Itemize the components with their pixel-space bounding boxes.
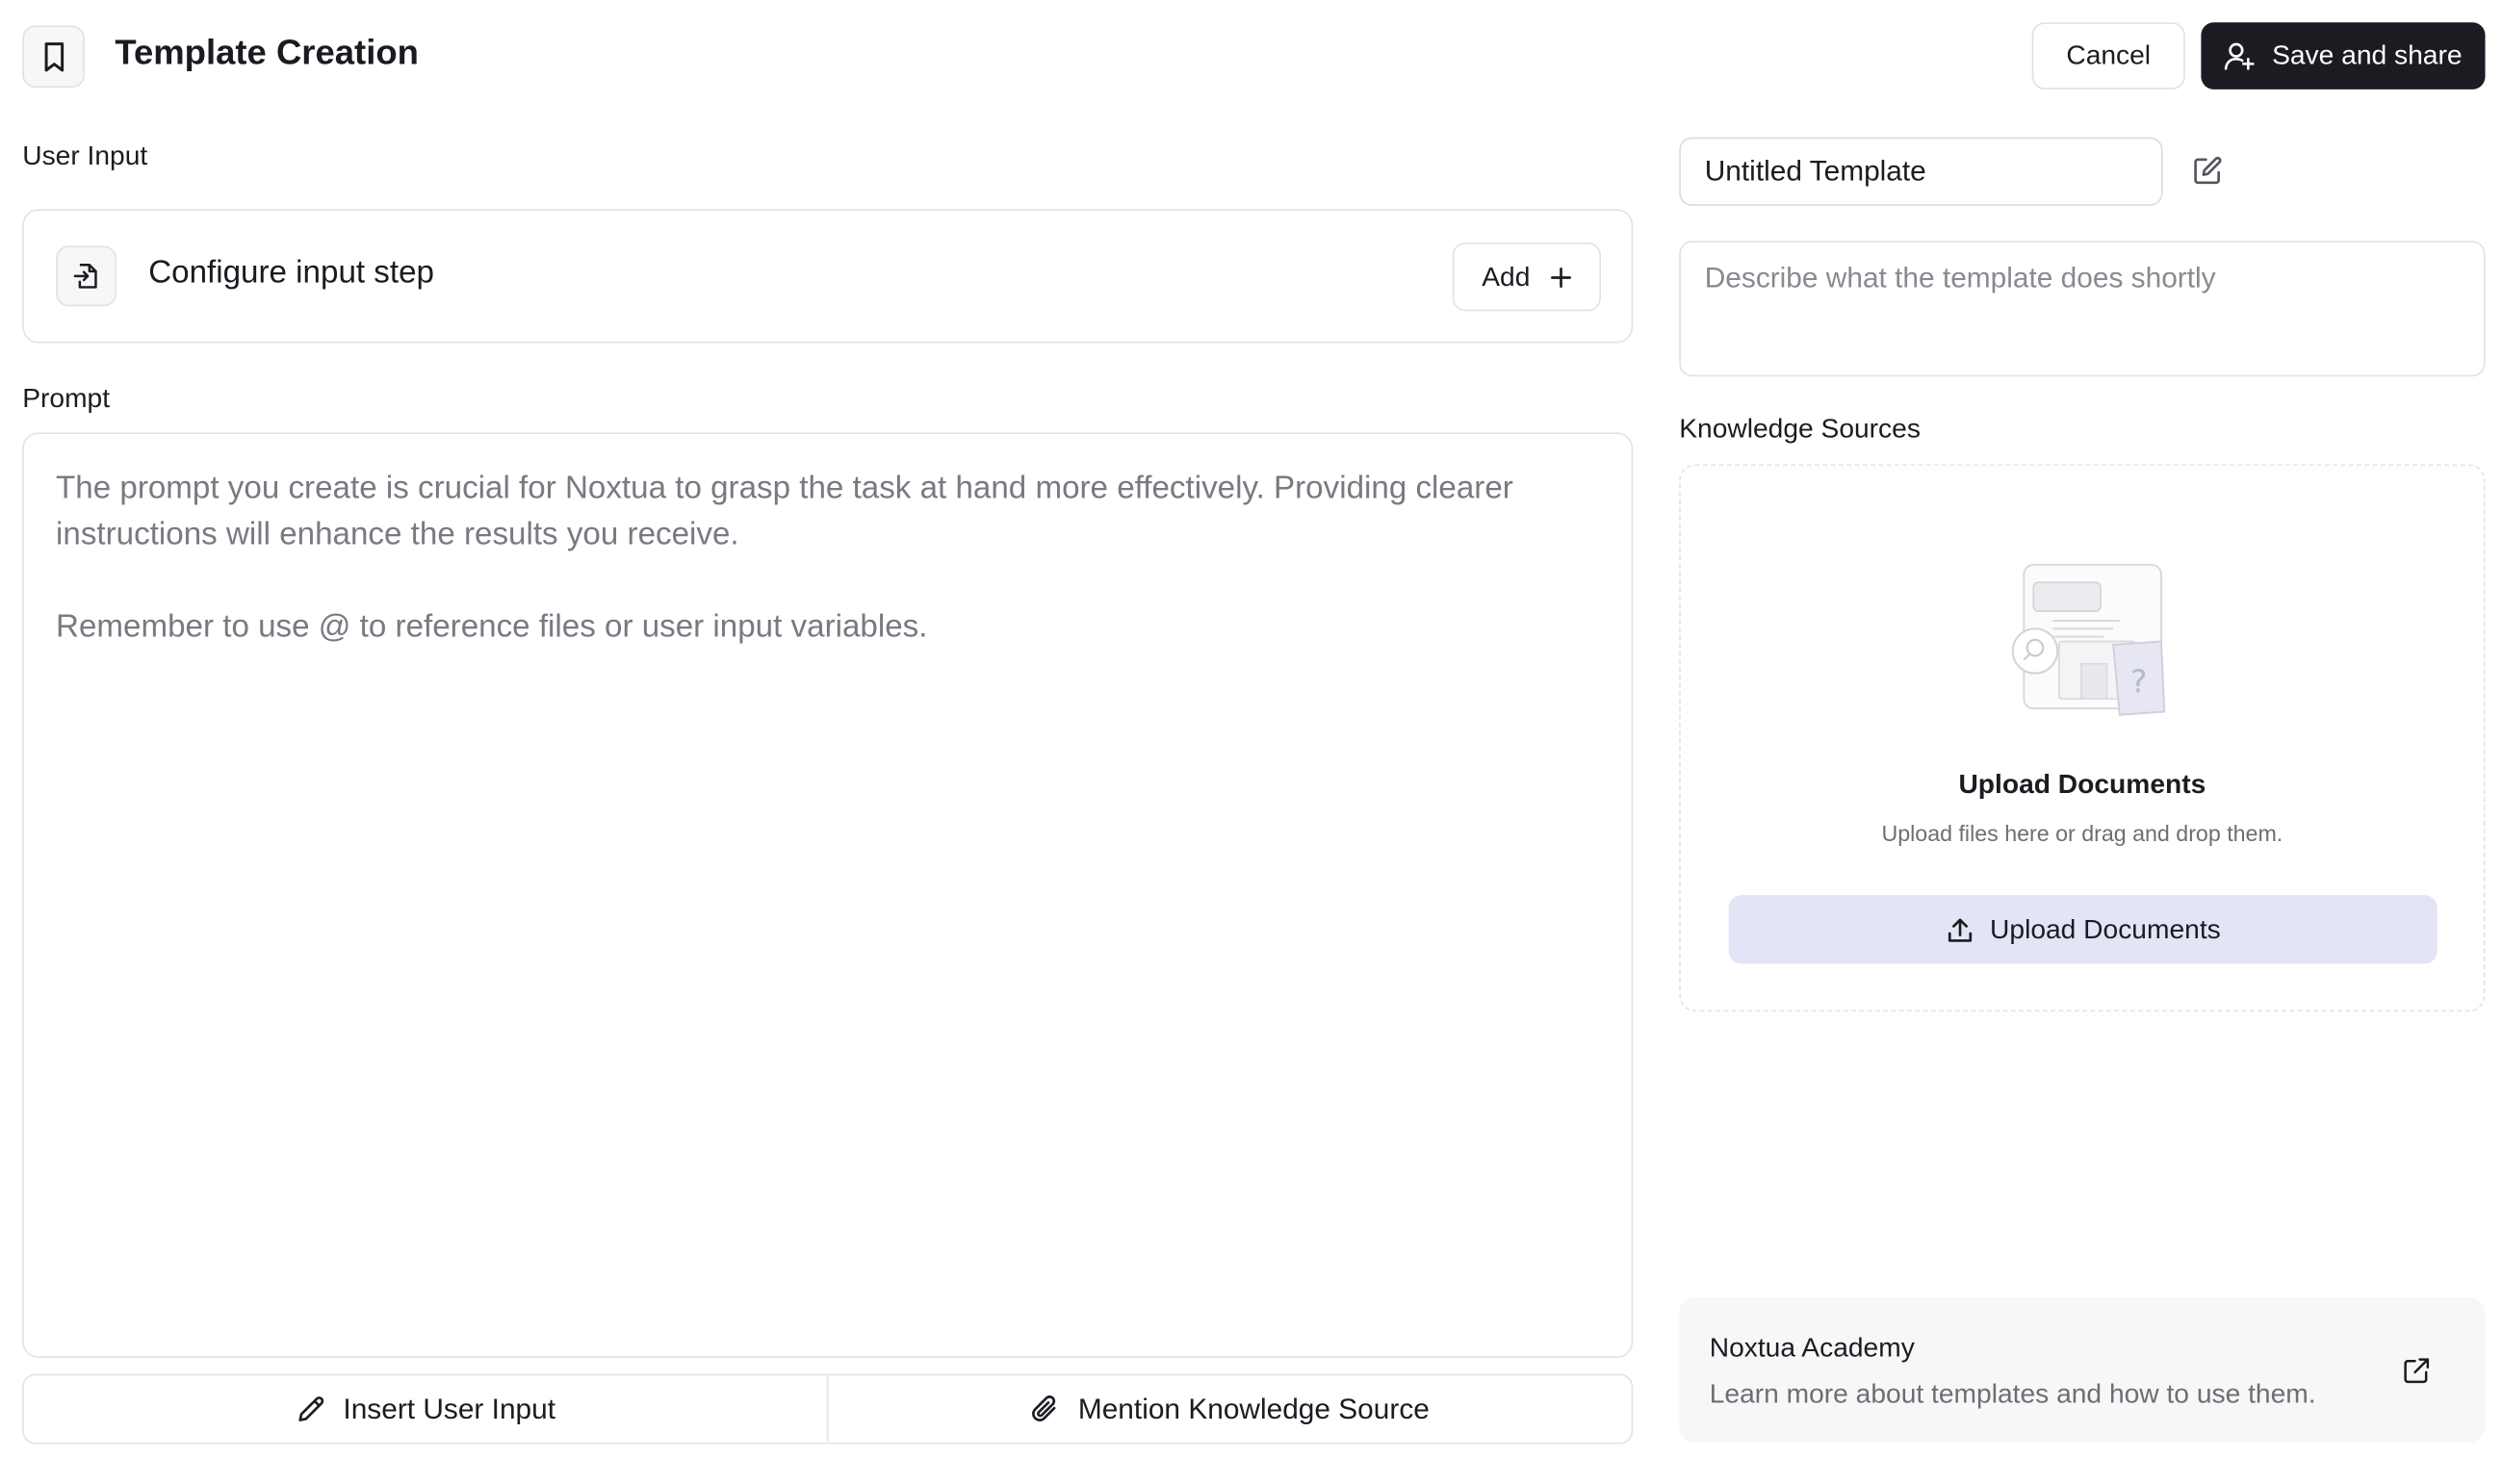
add-button-label: Add: [1482, 261, 1531, 292]
cancel-button[interactable]: [2032, 22, 2185, 90]
academy-title: Noxtua Academy: [1709, 1332, 1915, 1363]
plus-icon: [1549, 266, 1571, 288]
bookmark-icon: [38, 39, 69, 74]
page-title: Template Creation: [115, 32, 419, 72]
file-import-icon: [70, 260, 102, 292]
template-name-input[interactable]: [1679, 138, 2162, 206]
save-and-share-label: Save and share: [2272, 39, 2463, 70]
upload-documents-button[interactable]: [1729, 895, 2438, 963]
prompt-heading: Prompt: [22, 382, 111, 414]
upload-title: Upload Documents: [1958, 769, 2206, 800]
mention-knowledge-source-button[interactable]: [827, 1375, 1632, 1443]
configure-input-card[interactable]: [22, 209, 1633, 343]
configure-input-title: Configure input step: [148, 255, 435, 291]
add-input-button[interactable]: [1453, 243, 1601, 311]
template-description-placeholder: Describe what the template does shortly: [1704, 261, 2216, 294]
cancel-button-label: Cancel: [2066, 39, 2152, 70]
upload-documents-button-label: Upload Documents: [1990, 913, 2221, 944]
svg-text:?: ?: [2129, 662, 2148, 701]
prompt-toolbar: [22, 1374, 1633, 1445]
academy-subtitle: Learn more about templates and how to use them.: [1709, 1378, 2316, 1410]
insert-user-input-label: Insert User Input: [343, 1392, 556, 1424]
prompt-placeholder-line-3: Remember to use @ to reference files or user input variables.: [56, 609, 928, 645]
mention-knowledge-source-label: Mention Knowledge Source: [1077, 1392, 1430, 1424]
upload-icon: [1946, 915, 1974, 944]
user-plus-icon: [2224, 39, 2256, 71]
external-link-icon[interactable]: [2401, 1355, 2433, 1387]
prompt-placeholder-line-1: The prompt you create is crucial for Noxtua to grasp the task at hand more effectively. Providing clearer: [56, 471, 1513, 506]
input-step-icon-box: [56, 245, 116, 306]
prompt-placeholder-line-2: instructions will enhance the results you receive.: [56, 517, 739, 552]
bookmark-button[interactable]: [22, 26, 85, 89]
user-input-heading: User Input: [22, 140, 148, 171]
paperclip-icon: [1030, 1393, 1062, 1424]
upload-dropzone[interactable]: [1679, 464, 2485, 1011]
save-and-share-button[interactable]: [2201, 22, 2485, 90]
prompt-textarea[interactable]: [22, 432, 1633, 1358]
documents-illustration-icon: [2008, 558, 2174, 724]
upload-subtitle: Upload files here or drag and drop them.: [1881, 820, 2284, 846]
noxtua-academy-card[interactable]: [1679, 1297, 2485, 1443]
template-description-input[interactable]: [1679, 241, 2485, 376]
knowledge-sources-heading: Knowledge Sources: [1679, 413, 1921, 444]
insert-user-input-button[interactable]: [24, 1375, 827, 1443]
pencil-icon: [296, 1393, 327, 1424]
edit-square-icon[interactable]: [2190, 153, 2225, 188]
template-name-value: Untitled Template: [1704, 154, 1926, 187]
